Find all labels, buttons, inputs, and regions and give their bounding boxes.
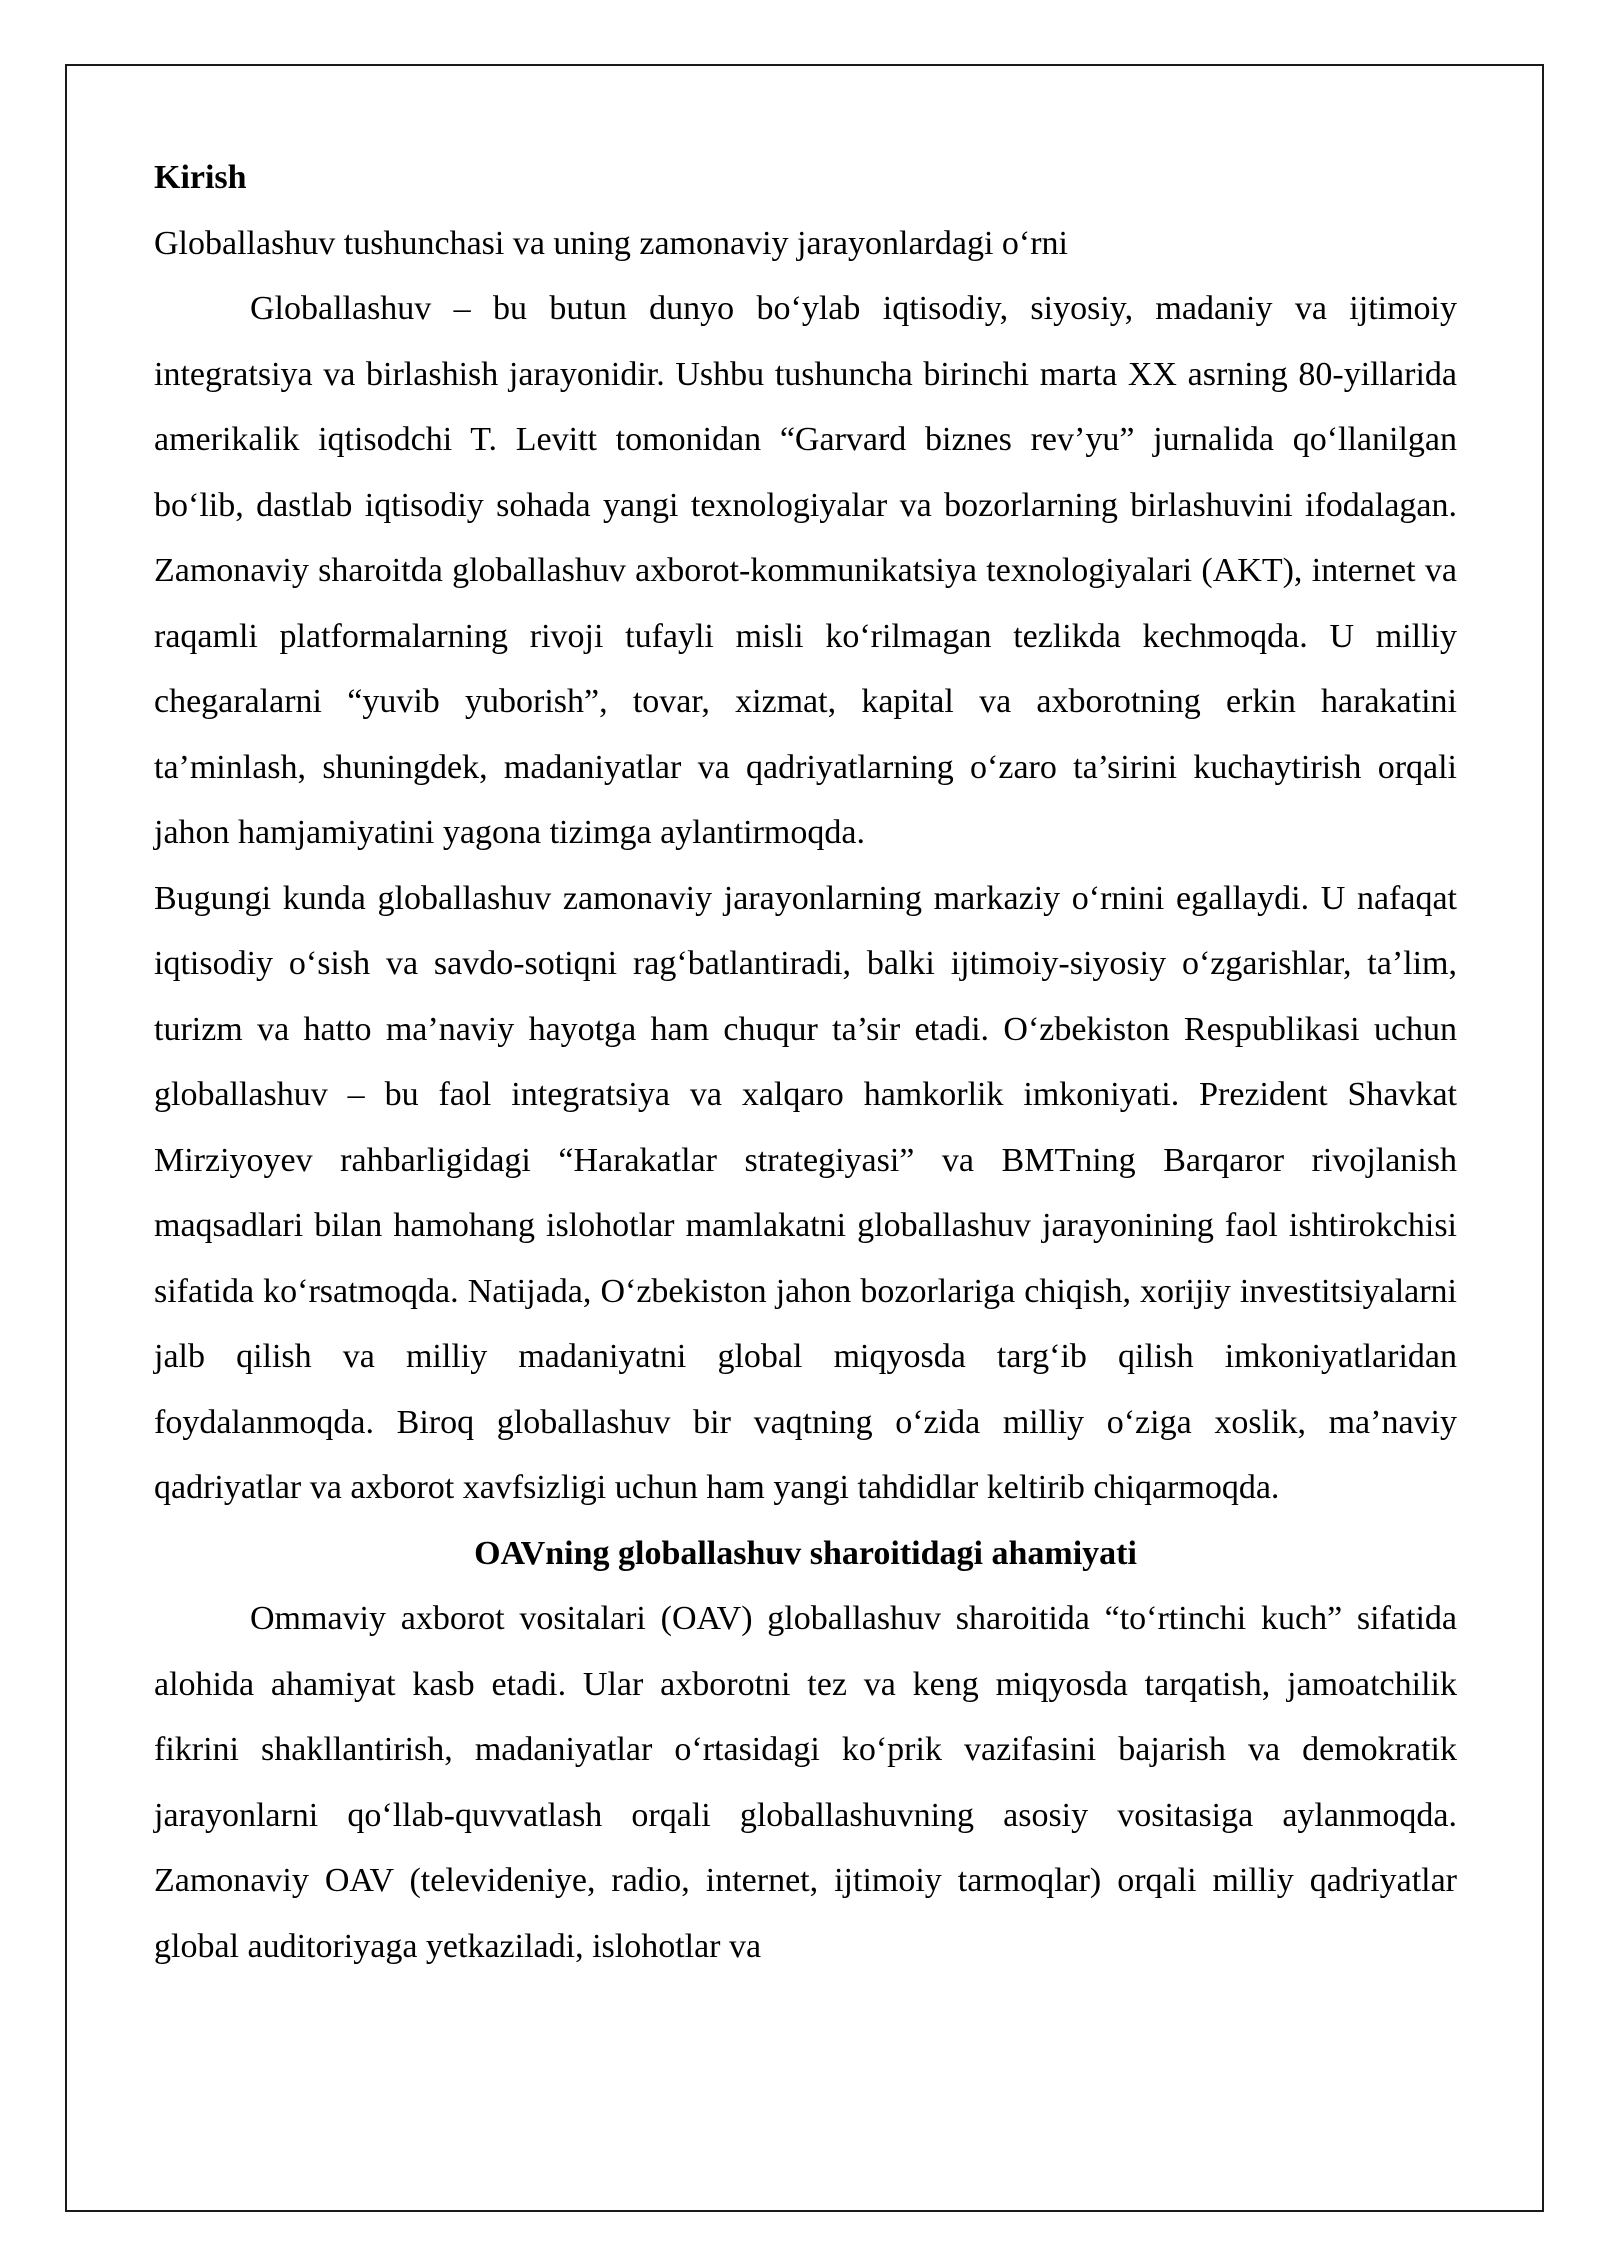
body-paragraph-2: Bugungi kunda globallashuv zamonaviy jarayonlarning markaziy o‘rnini egallaydi. U nafaqat iqtisodiy o‘sish va savdo-sotiqni rag‘batlantiradi, balki ijtimoiy-siyosiy o‘zgarishlar, ta’lim, turizm va hatto ma’naviy hayotga ham chuqur ta’sir etadi. O‘zbekiston Respublikasi uchun globallashuv – bu faol integratsiya va xalqaro hamkorlik imkoniyati. Prezident Shavkat Mirziyoyev rahbarligidagi “Harakatlar strategiyasi” va BMTning Barqaror rivojlanish maqsadlari bilan hamohang islohotlar mamlakatni globallashuv jarayonining faol ishtirokchisi sifatida ko‘rsatmoqda. Natijada, O‘zbekiston jahon bozorlariga chiqish, xorijiy investitsiyalarni jalb qilish va milliy madaniyatni global miqyosda targ‘ib qilish imkoniyatlaridan foydalanmoqda. Biroq globallashuv bir vaqtning o‘zida milliy o‘ziga xoslik, ma’naviy qadriyatlar va axborot xavfsizligi uchun ham yangi tahdidlar keltirib chiqarmoqda. xyxy=(154,879,1457,1506)
section-heading: OAVning globallashuv sharoitidagi ahamiyati xyxy=(474,1534,1137,1572)
body-paragraph-3: Ommaviy axborot vositalari (OAV) globallashuv sharoitida “to‘rtinchi kuch” sifatida alohida ahamiyat kasb etadi. Ular axborotni tez va keng miqyosda tarqatish, jamoatchilik fikrini shakllantirish, madaniyatlar o‘rtasidagi ko‘prik vazifasini bajarish va demokratik jarayonlarni qo‘llab-quvvatlash orqali globallashuvning asosiy vositasiga aylanmoqda. Zamonaviy OAV (televideniye, radio, internet, ijtimoiy tarmoqlar) orqali milliy qadriyatlar global auditoriyaga yetkaziladi, islohotlar va xyxy=(154,1600,1457,1965)
document-subtitle: Globallashuv tushunchasi va uning zamonaviy jarayonlardagi o‘rni xyxy=(154,224,1068,262)
document-body xyxy=(154,145,1457,1979)
intro-heading: Kirish xyxy=(154,159,247,196)
body-paragraph-1: Globallashuv – bu butun dunyo bo‘ylab iqtisodiy, siyosiy, madaniy va ijtimoiy integratsiya va birlashish jarayonidir. Ushbu tushuncha birinchi marta XX asrning 80-yillarida amerikalik iqtisodchi T. Levitt tomonidan “Garvard biznes rev’yu” jurnalida qo‘llanilgan bo‘lib, dastlab iqtisodiy sohada yangi texnologiyalar va bozorlarning birlashuvini ifodalagan. Zamonaviy sharoitda globallashuv axborot-kommunikatsiya texnologiyalari (AKT), internet va raqamli platformalarning rivoji tufayli misli ko‘rilmagan tezlikda kechmoqda. U milliy chegaralarni “yuvib yuborish”, tovar, xizmat, kapital va axborotning erkin harakatini ta’minlash, shuningdek, madaniyatlar va qadriyatlarning o‘zaro ta’sirini kuchaytirish orqali jahon hamjamiyatini yagona tizimga aylantirmoqda. xyxy=(154,290,1457,851)
